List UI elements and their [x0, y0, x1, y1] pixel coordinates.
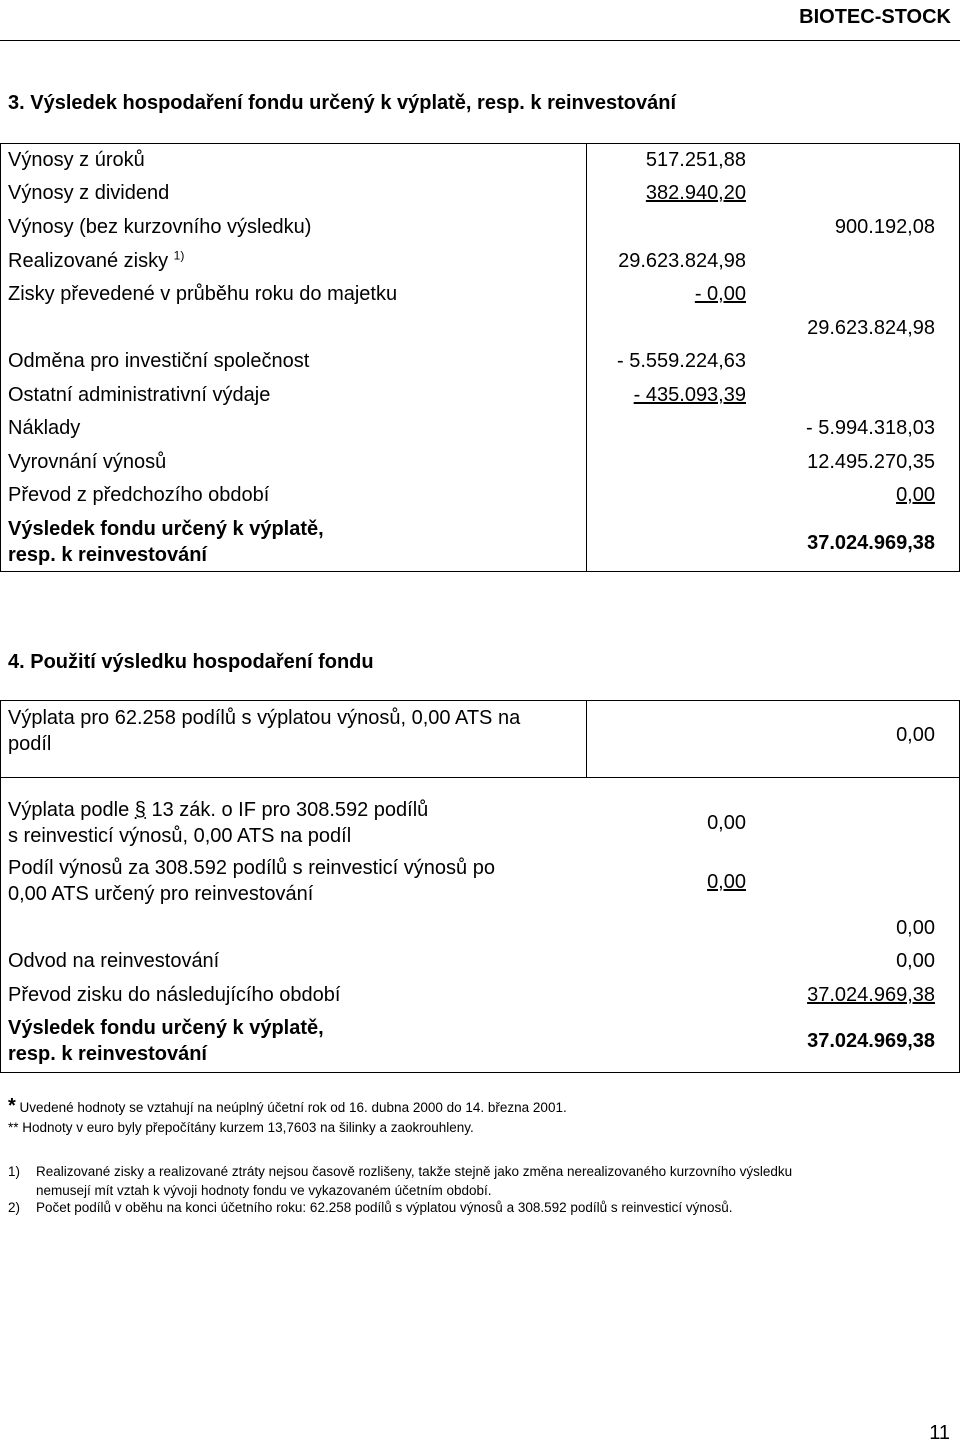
row-value-col2: 37.024.969,38 — [807, 984, 935, 1006]
row-label: Ostatní administrativní výdaje — [8, 384, 271, 406]
row-label — [8, 250, 184, 272]
label-text: Výplata podle — [8, 799, 135, 821]
row-zisky-prevedene — [1, 283, 959, 316]
row-label-line1: Výplata pro 62.258 podílů s výplatou výnosů, 0,00 ATS na — [8, 707, 521, 729]
row-value-col1: - 435.093,39 — [633, 384, 746, 406]
row-label-line1: Výsledek fondu určený k výplatě, — [8, 518, 324, 540]
footnote-1-number: 1) — [8, 1164, 21, 1179]
footnote-2-number: 2) — [8, 1200, 21, 1215]
row-label-line2: podíl — [8, 733, 52, 755]
note-text: Uvedené hodnoty se vztahují na neúplný účetní rok od 16. dubna 2000 do 14. března 2001. — [15, 1100, 567, 1115]
row-value-col2: 900.192,08 — [834, 216, 935, 238]
row-vyplata-podle — [1, 799, 959, 859]
row-value-col2: 29.623.824,98 — [807, 317, 935, 339]
row-realizovane-zisky — [1, 250, 959, 283]
row-value-col2: 0,00 — [896, 917, 935, 939]
row-label-line2: s reinvesticí výnosů, 0,00 ATS na podíl — [8, 825, 352, 847]
row-label-line2: resp. k reinvestování — [8, 544, 207, 566]
row-vysledek — [1, 518, 959, 572]
row-value-col1: - 0,00 — [694, 283, 746, 305]
footnote-1-line-2: nemusejí mít vztah k vývoji hodnoty fondu ve vykazovaném účetním období. — [36, 1183, 492, 1198]
row-prevod — [1, 484, 959, 517]
row-value-col2: - 5.994.318,03 — [806, 417, 935, 439]
row-vynosy-z-uroku — [1, 149, 959, 182]
row-prevod-zisku — [1, 984, 959, 1017]
row-value-col1: 0,00 — [707, 812, 746, 834]
row-label-line2: 0,00 ATS určený pro reinvestování — [8, 883, 314, 905]
label-text: Realizované zisky — [8, 250, 169, 272]
row-vynosy-total — [1, 216, 959, 249]
row-label: Vyrovnání výnosů — [8, 451, 167, 473]
row-label-line1: Podíl výnosů za 308.592 podílů s reinvesticí výnosů po — [8, 857, 495, 879]
row-admin-vydaje — [1, 384, 959, 417]
row-podil-vynosu — [1, 857, 959, 917]
row-label: Převod zisku do následujícího období — [8, 984, 341, 1006]
page-number: 11 — [929, 1422, 950, 1444]
row-label: Převod z předchozího období — [8, 484, 270, 506]
row-odmena — [1, 350, 959, 383]
row-label: Výnosy z dividend — [8, 182, 170, 204]
row-naklady — [1, 417, 959, 450]
section-4-table — [0, 700, 960, 1073]
note-star-2: ** Hodnoty v euro byly přepočítány kurzem 13,7603 na šilinky a zaokrouhleny. — [8, 1120, 474, 1135]
row-subtotal — [1, 917, 959, 950]
star-mark: * — [8, 1095, 16, 1117]
row-label: Výnosy z úroků — [8, 149, 145, 171]
row-value-col1: 517.251,88 — [645, 149, 746, 171]
row-label-line1: Výsledek fondu určený k výplatě, — [8, 1017, 324, 1039]
header-rule — [0, 40, 960, 41]
row-value-col2: 0,00 — [896, 484, 935, 506]
row-label-line1 — [8, 799, 428, 821]
row-value-col1: 29.623.824,98 — [618, 250, 746, 272]
row-label: Náklady — [8, 417, 81, 439]
row-value-col2: 12.495.270,35 — [807, 451, 935, 473]
row-value-col1: - 5.559.224,63 — [617, 350, 746, 372]
row-value-col1: 382.940,20 — [645, 182, 746, 204]
row-value-col1: 0,00 — [707, 871, 746, 893]
row-vyrovnani — [1, 451, 959, 484]
footnote-ref: 1) — [173, 248, 185, 263]
row-value-col2: 37.024.969,38 — [807, 532, 935, 554]
row-odvod — [1, 950, 959, 983]
row-vyplata — [1, 707, 959, 767]
paragraph-sign: § — [134, 799, 146, 821]
row-separator — [1, 777, 959, 778]
note-star-1 — [8, 1097, 567, 1117]
row-vysledek — [1, 1017, 959, 1071]
footnote-1-line-1: Realizované zisky a realizované ztráty nejsou časově rozlišeny, takže stejně jako změna nerealizovaného kurzovního výsledku — [36, 1164, 793, 1179]
row-label: Výnosy (bez kurzovního výsledku) — [8, 216, 312, 238]
row-value-col2: 37.024.969,38 — [807, 1030, 935, 1052]
row-label: Zisky převedené v průběhu roku do majetku — [8, 283, 398, 305]
row-zisky-subtotal — [1, 317, 959, 350]
section-3-title: 3. Výsledek hospodaření fondu určený k výplatě, resp. k reinvestování — [8, 92, 677, 114]
section-4-title: 4. Použití výsledku hospodaření fondu — [8, 651, 374, 673]
row-label: Odměna pro investiční společnost — [8, 350, 310, 372]
footnote-2-line-1: Počet podílů v oběhu na konci účetního roku: 62.258 podílů s výplatou výnosů a 308.592 podílů s reinvesticí výnosů. — [36, 1200, 733, 1215]
page-header-title: BIOTEC-STOCK — [799, 6, 951, 28]
row-value-col2: 0,00 — [896, 724, 935, 746]
label-text: 13 zák. o IF pro 308.592 podílů — [145, 799, 429, 821]
row-vynosy-z-dividend — [1, 182, 959, 215]
row-label: Odvod na reinvestování — [8, 950, 220, 972]
row-value-col2: 0,00 — [896, 950, 935, 972]
row-label-line2: resp. k reinvestování — [8, 1043, 207, 1065]
section-3-table — [0, 143, 960, 572]
